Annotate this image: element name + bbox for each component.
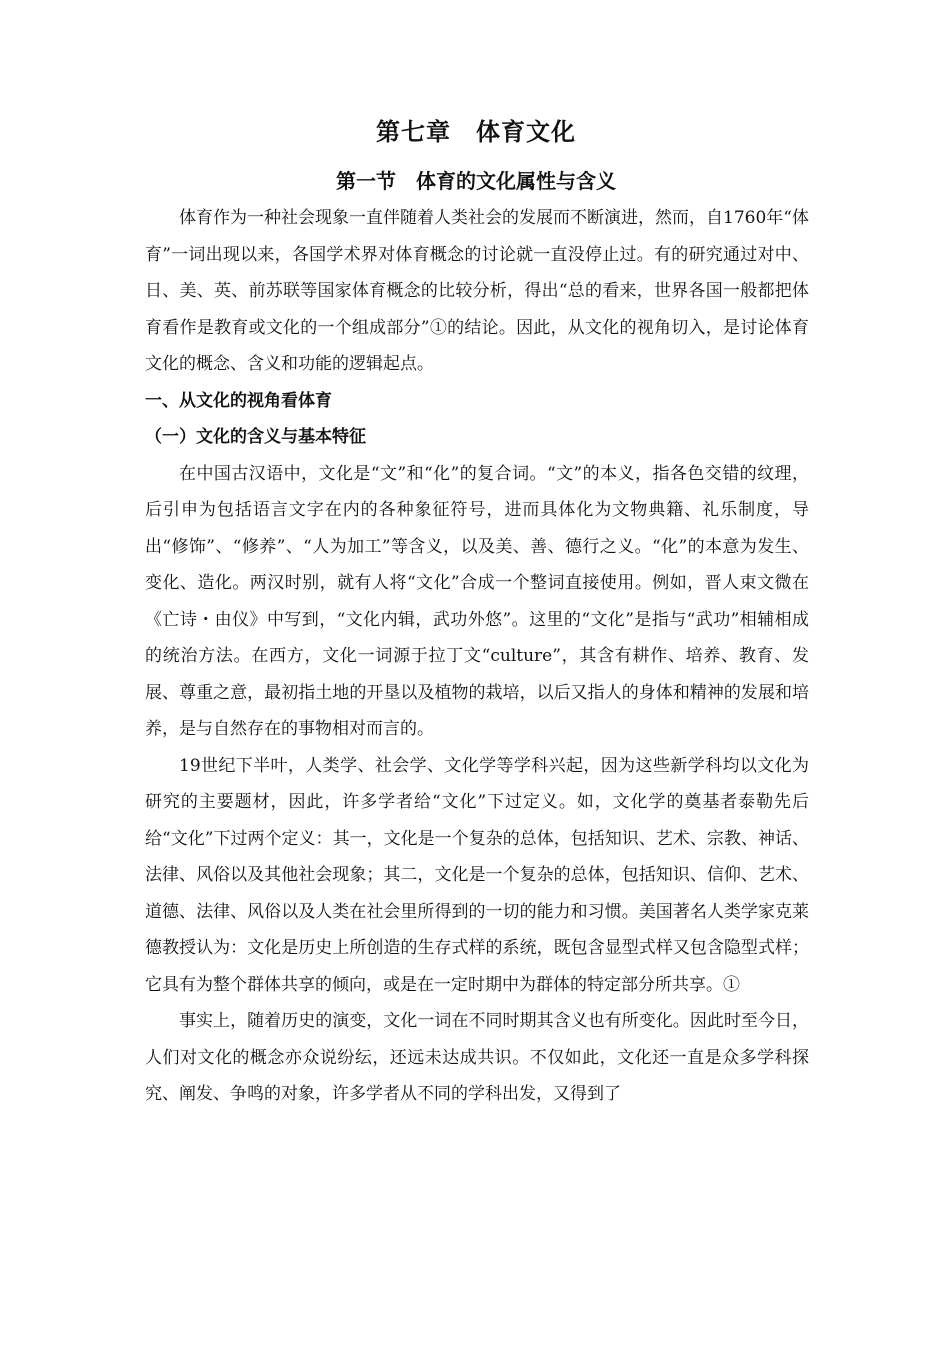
paragraph-definitions: 19世纪下半叶，人类学、社会学、文化学等学科兴起，因为这些新学科均以文化为研究的主要题材，因此，许多学者给“文化”下过定义。如，文化学的奠基者泰勒先后给“文化”下过两个定义：其一，文化是一个复杂的总体，包括知识、艺术、宗教、神话、法律、风俗以及其他社会现象；其二，文化是一个复杂的总体，包括知识、信仰、艺术、道德、法律、风俗以及人类在社会里所得到的一切的能力和习惯。美国著名人类学家克莱德教授认为：文化是历史上所创造的生存式样的系统，既包含显型式样又包含隐型式样；它具有为整个群体共享的倾向，或是在一定时期中为群体的特定部分所共享。① <box>145 755 809 995</box>
heading-level-1: 一、从文化的视角看体育 <box>145 390 332 411</box>
heading-level-2: （一）文化的含义与基本特征 <box>145 427 366 447</box>
section-title: 第一节 体育的文化属性与含义 <box>336 169 616 193</box>
paragraph-history: 事实上，随着历史的演变，文化一词在不同时期其含义也有所变化。因此时至今日，人们对文化的概念亦众说纷纭，还远未达成共识。不仅如此，文化还一直是众多学科探究、阐发、争鸣的对象，许多学者从不同的学科出发，又得到了 <box>145 1011 809 1104</box>
body-text <box>145 200 809 1113</box>
chapter-title: 第七章 体育文化 <box>376 117 576 146</box>
paragraph-intro: 体育作为一种社会现象一直伴随着人类社会的发展而不断演进，然而，自1760年“体育”一词出现以来，各国学术界对体育概念的讨论就一直没停止过。有的研究通过对中、日、美、英、前苏联等国家体育概念的比较分析，得出“总的看来，世界各国一般都把体育看作是教育或文化的一个组成部分”①的结论。因此，从文化的视角切入，是讨论体育文化的概念、含义和功能的逻辑起点。 <box>145 208 809 374</box>
paragraph-etymology: 在中国古汉语中，文化是“文”和“化”的复合词。“文”的本义，指各色交错的纹理，后引申为包括语言文字在内的各种象征符号，进而具体化为文物典籍、礼乐制度，导出“修饰”、“修养”、“人为加工”等含义，以及美、善、德行之义。“化”的本意为发生、变化、造化。两汉时别，就有人将“文化”合成一个整词直接使用。例如，晋人束文微在《亡诗・由仪》中写到，“文化内辑，武功外悠”。这里的“文化”是指与“武功”相辅相成的统治方法。在西方，文化一词源于拉丁文“culture”，其含有耕作、培养、教育、发展、尊重之意，最初指土地的开垦以及植物的栽培，以后又指人的身体和精神的发展和培养，是与自然存在的事物相对而言的。 <box>145 463 809 739</box>
